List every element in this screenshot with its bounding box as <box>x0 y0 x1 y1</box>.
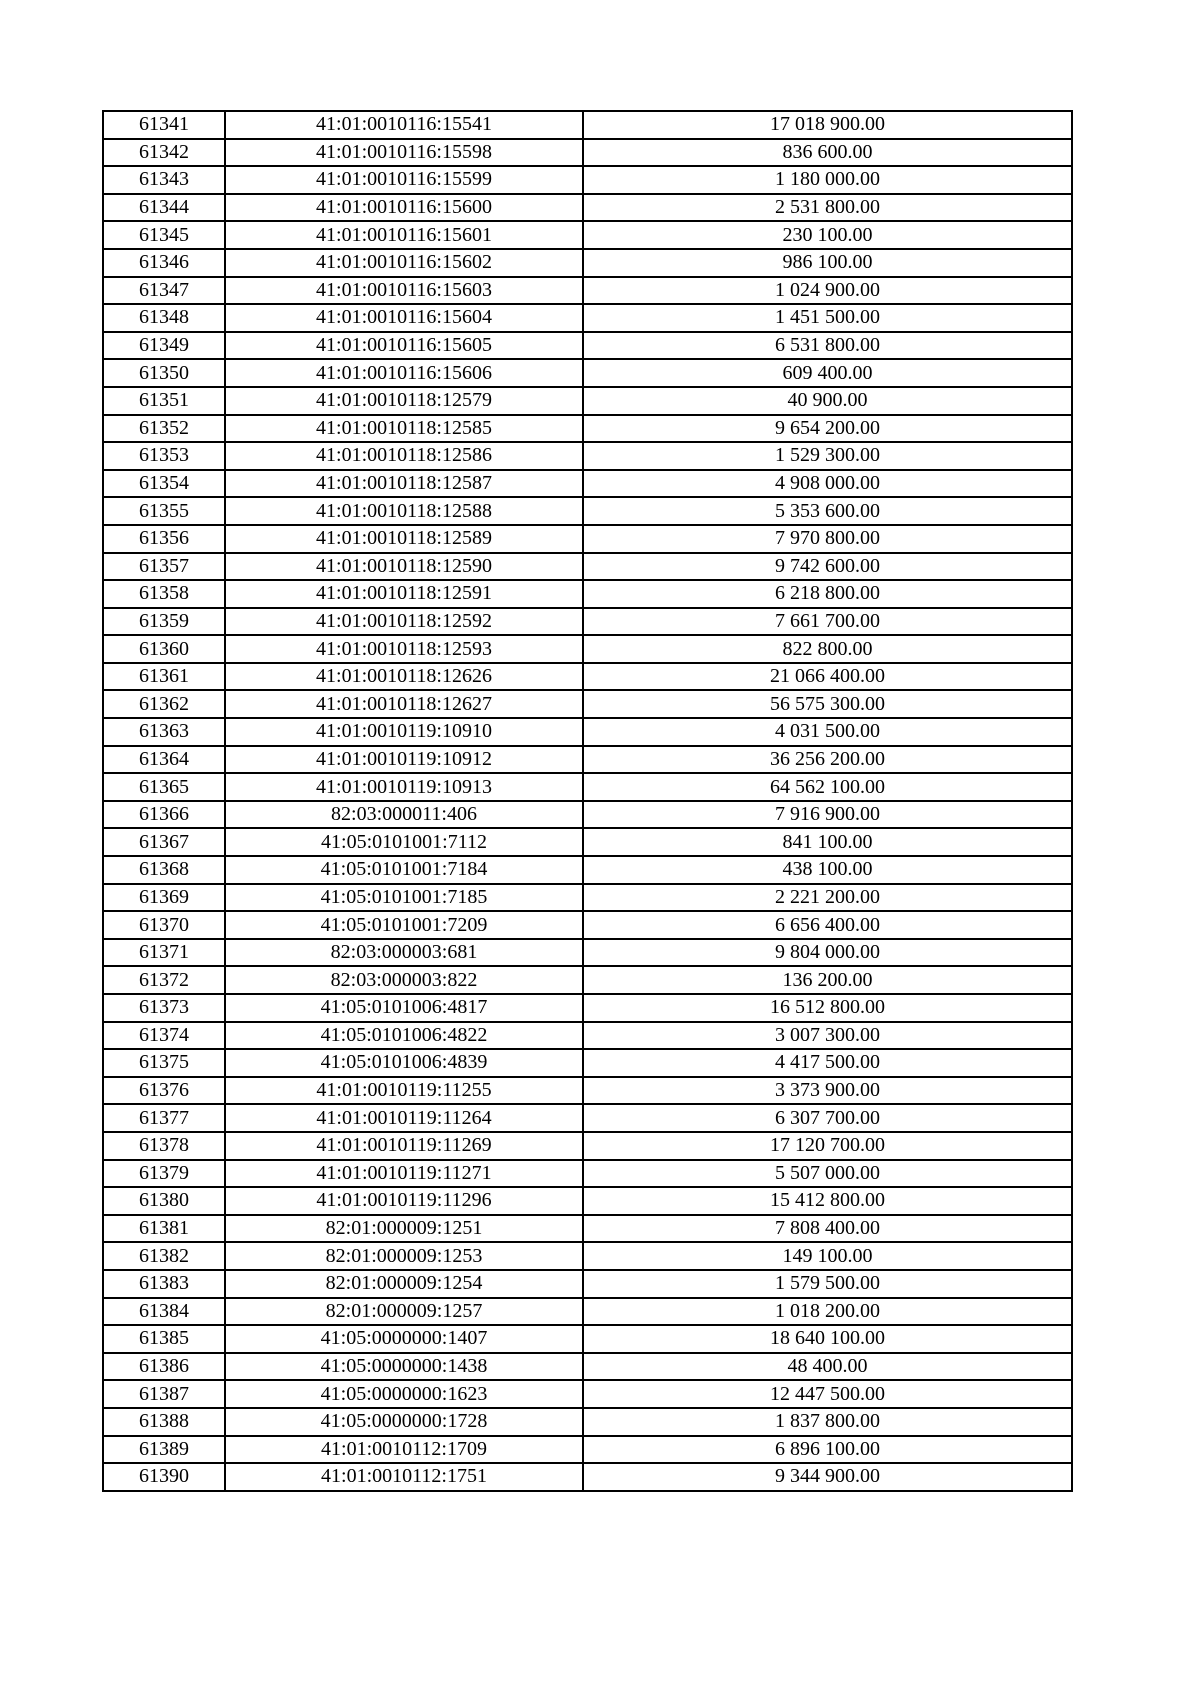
table-row <box>103 773 1072 801</box>
cadastral-number-cell: 41:01:0010119:11296 <box>225 1187 583 1215</box>
cadastral-number-cell: 41:01:0010116:15605 <box>225 332 583 360</box>
cadastral-number-cell: 41:01:0010118:12626 <box>225 663 583 691</box>
table-row <box>103 994 1072 1022</box>
table-row <box>103 470 1072 498</box>
cadastral-value-cell: 6 531 800.00 <box>583 332 1072 360</box>
cadastral-number-cell: 41:01:0010119:10913 <box>225 773 583 801</box>
cadastral-value-cell: 4 031 500.00 <box>583 718 1072 746</box>
cadastral-number-cell: 41:01:0010112:1751 <box>225 1463 583 1491</box>
table-row <box>103 1270 1072 1298</box>
cadastral-value-cell: 7 661 700.00 <box>583 608 1072 636</box>
cadastral-number-cell: 41:05:0101006:4839 <box>225 1049 583 1077</box>
cadastral-value-cell: 3 007 300.00 <box>583 1022 1072 1050</box>
cadastral-value-cell: 4 908 000.00 <box>583 470 1072 498</box>
cadastral-value-cell: 149 100.00 <box>583 1242 1072 1270</box>
row-number-cell: 61385 <box>103 1325 225 1353</box>
row-number-cell: 61376 <box>103 1077 225 1105</box>
cadastral-value-cell: 1 024 900.00 <box>583 277 1072 305</box>
cadastral-number-cell: 41:01:0010118:12590 <box>225 553 583 581</box>
cadastral-number-cell: 82:01:000009:1257 <box>225 1298 583 1326</box>
cadastral-value-cell: 7 808 400.00 <box>583 1215 1072 1243</box>
row-number-cell: 61371 <box>103 939 225 967</box>
cadastral-value-cell: 36 256 200.00 <box>583 746 1072 774</box>
row-number-cell: 61378 <box>103 1132 225 1160</box>
cadastral-value-cell: 841 100.00 <box>583 828 1072 856</box>
table-row <box>103 442 1072 470</box>
table-row <box>103 277 1072 305</box>
table-row <box>103 387 1072 415</box>
table-row <box>103 580 1072 608</box>
cadastral-value-cell: 18 640 100.00 <box>583 1325 1072 1353</box>
cadastral-number-cell: 41:01:0010116:15603 <box>225 277 583 305</box>
table-row <box>103 801 1072 829</box>
cadastral-value-cell: 6 896 100.00 <box>583 1436 1072 1464</box>
cadastral-value-cell: 9 344 900.00 <box>583 1463 1072 1491</box>
table-row <box>103 911 1072 939</box>
cadastral-number-cell: 41:01:0010116:15541 <box>225 111 583 139</box>
row-number-cell: 61347 <box>103 277 225 305</box>
row-number-cell: 61350 <box>103 359 225 387</box>
cadastral-value-cell: 1 579 500.00 <box>583 1270 1072 1298</box>
cadastral-number-cell: 41:01:0010116:15600 <box>225 194 583 222</box>
table-row <box>103 166 1072 194</box>
cadastral-number-cell: 41:01:0010116:15601 <box>225 221 583 249</box>
row-number-cell: 61345 <box>103 221 225 249</box>
row-number-cell: 61364 <box>103 746 225 774</box>
cadastral-value-cell: 48 400.00 <box>583 1353 1072 1381</box>
row-number-cell: 61387 <box>103 1380 225 1408</box>
cadastral-value-cell: 17 018 900.00 <box>583 111 1072 139</box>
cadastral-number-cell: 82:01:000009:1251 <box>225 1215 583 1243</box>
row-number-cell: 61365 <box>103 773 225 801</box>
cadastral-number-cell: 41:05:0000000:1438 <box>225 1353 583 1381</box>
row-number-cell: 61341 <box>103 111 225 139</box>
cadastral-number-cell: 41:01:0010118:12593 <box>225 635 583 663</box>
table-row <box>103 690 1072 718</box>
cadastral-number-cell: 82:03:000003:822 <box>225 966 583 994</box>
table-row <box>103 1380 1072 1408</box>
row-number-cell: 61356 <box>103 525 225 553</box>
row-number-cell: 61370 <box>103 911 225 939</box>
table-row <box>103 884 1072 912</box>
row-number-cell: 61367 <box>103 828 225 856</box>
table-row <box>103 332 1072 360</box>
cadastral-value-cell: 2 221 200.00 <box>583 884 1072 912</box>
row-number-cell: 61348 <box>103 304 225 332</box>
table-row <box>103 1298 1072 1326</box>
cadastral-value-cell: 609 400.00 <box>583 359 1072 387</box>
cadastral-value-cell: 836 600.00 <box>583 139 1072 167</box>
row-number-cell: 61354 <box>103 470 225 498</box>
cadastral-value-cell: 986 100.00 <box>583 249 1072 277</box>
row-number-cell: 61346 <box>103 249 225 277</box>
cadastral-value-cell: 16 512 800.00 <box>583 994 1072 1022</box>
cadastral-value-cell: 1 018 200.00 <box>583 1298 1072 1326</box>
table-row <box>103 553 1072 581</box>
cadastral-value-cell: 1 451 500.00 <box>583 304 1072 332</box>
table-row <box>103 1049 1072 1077</box>
row-number-cell: 61353 <box>103 442 225 470</box>
table-body <box>103 111 1072 1491</box>
row-number-cell: 61342 <box>103 139 225 167</box>
cadastral-value-cell: 9 804 000.00 <box>583 939 1072 967</box>
row-number-cell: 61343 <box>103 166 225 194</box>
cadastral-number-cell: 41:05:0000000:1728 <box>225 1408 583 1436</box>
table-row <box>103 415 1072 443</box>
table-row <box>103 966 1072 994</box>
cadastral-number-cell: 82:01:000009:1254 <box>225 1270 583 1298</box>
table-row <box>103 525 1072 553</box>
cadastral-value-cell: 64 562 100.00 <box>583 773 1072 801</box>
cadastral-value-cell: 1 180 000.00 <box>583 166 1072 194</box>
table-row <box>103 1353 1072 1381</box>
cadastral-number-cell: 41:01:0010118:12587 <box>225 470 583 498</box>
table-row <box>103 221 1072 249</box>
cadastral-value-cell: 3 373 900.00 <box>583 1077 1072 1105</box>
row-number-cell: 61362 <box>103 690 225 718</box>
row-number-cell: 61352 <box>103 415 225 443</box>
cadastral-number-cell: 41:01:0010112:1709 <box>225 1436 583 1464</box>
cadastral-value-cell: 136 200.00 <box>583 966 1072 994</box>
cadastral-number-cell: 41:01:0010119:11255 <box>225 1077 583 1105</box>
row-number-cell: 61388 <box>103 1408 225 1436</box>
table-row <box>103 1104 1072 1132</box>
cadastral-number-cell: 41:01:0010116:15604 <box>225 304 583 332</box>
row-number-cell: 61361 <box>103 663 225 691</box>
cadastral-number-cell: 41:05:0101001:7185 <box>225 884 583 912</box>
cadastral-value-cell: 230 100.00 <box>583 221 1072 249</box>
table-row <box>103 1132 1072 1160</box>
table-row <box>103 139 1072 167</box>
table-row <box>103 718 1072 746</box>
table-row <box>103 746 1072 774</box>
cadastral-value-table <box>102 110 1073 1492</box>
row-number-cell: 61344 <box>103 194 225 222</box>
row-number-cell: 61357 <box>103 553 225 581</box>
cadastral-number-cell: 41:01:0010118:12579 <box>225 387 583 415</box>
row-number-cell: 61380 <box>103 1187 225 1215</box>
row-number-cell: 61369 <box>103 884 225 912</box>
row-number-cell: 61384 <box>103 1298 225 1326</box>
row-number-cell: 61389 <box>103 1436 225 1464</box>
cadastral-number-cell: 41:05:0101001:7209 <box>225 911 583 939</box>
cadastral-value-cell: 9 654 200.00 <box>583 415 1072 443</box>
row-number-cell: 61374 <box>103 1022 225 1050</box>
row-number-cell: 61372 <box>103 966 225 994</box>
cadastral-number-cell: 41:01:0010119:10910 <box>225 718 583 746</box>
cadastral-value-cell: 21 066 400.00 <box>583 663 1072 691</box>
row-number-cell: 61379 <box>103 1160 225 1188</box>
table-row <box>103 111 1072 139</box>
table-row <box>103 249 1072 277</box>
cadastral-number-cell: 41:01:0010119:11264 <box>225 1104 583 1132</box>
cadastral-number-cell: 41:01:0010116:15606 <box>225 359 583 387</box>
cadastral-number-cell: 41:01:0010118:12591 <box>225 580 583 608</box>
row-number-cell: 61381 <box>103 1215 225 1243</box>
table-row <box>103 1242 1072 1270</box>
table-row <box>103 608 1072 636</box>
cadastral-value-cell: 6 656 400.00 <box>583 911 1072 939</box>
cadastral-value-cell: 438 100.00 <box>583 856 1072 884</box>
cadastral-value-cell: 12 447 500.00 <box>583 1380 1072 1408</box>
table-row <box>103 1187 1072 1215</box>
table-row <box>103 304 1072 332</box>
cadastral-number-cell: 41:05:0000000:1407 <box>225 1325 583 1353</box>
cadastral-value-cell: 6 307 700.00 <box>583 1104 1072 1132</box>
table-row <box>103 359 1072 387</box>
table-row <box>103 1022 1072 1050</box>
cadastral-number-cell: 41:05:0101006:4822 <box>225 1022 583 1050</box>
cadastral-number-cell: 41:01:0010119:11269 <box>225 1132 583 1160</box>
cadastral-value-cell: 1 529 300.00 <box>583 442 1072 470</box>
cadastral-number-cell: 41:01:0010118:12592 <box>225 608 583 636</box>
row-number-cell: 61359 <box>103 608 225 636</box>
cadastral-number-cell: 41:01:0010116:15598 <box>225 139 583 167</box>
cadastral-value-cell: 9 742 600.00 <box>583 553 1072 581</box>
table-row <box>103 635 1072 663</box>
row-number-cell: 61390 <box>103 1463 225 1491</box>
cadastral-value-cell: 1 837 800.00 <box>583 1408 1072 1436</box>
cadastral-number-cell: 41:01:0010118:12588 <box>225 497 583 525</box>
row-number-cell: 61358 <box>103 580 225 608</box>
cadastral-value-cell: 5 353 600.00 <box>583 497 1072 525</box>
row-number-cell: 61355 <box>103 497 225 525</box>
cadastral-value-cell: 5 507 000.00 <box>583 1160 1072 1188</box>
cadastral-number-cell: 41:01:0010119:10912 <box>225 746 583 774</box>
row-number-cell: 61373 <box>103 994 225 1022</box>
cadastral-value-cell: 822 800.00 <box>583 635 1072 663</box>
cadastral-value-cell: 56 575 300.00 <box>583 690 1072 718</box>
cadastral-number-cell: 41:01:0010116:15599 <box>225 166 583 194</box>
cadastral-value-cell: 40 900.00 <box>583 387 1072 415</box>
table-row <box>103 1325 1072 1353</box>
table-row <box>103 1215 1072 1243</box>
table-row <box>103 1463 1072 1491</box>
row-number-cell: 61349 <box>103 332 225 360</box>
table-row <box>103 1077 1072 1105</box>
row-number-cell: 61382 <box>103 1242 225 1270</box>
cadastral-value-cell: 7 970 800.00 <box>583 525 1072 553</box>
cadastral-number-cell: 41:01:0010118:12585 <box>225 415 583 443</box>
cadastral-number-cell: 82:03:000011:406 <box>225 801 583 829</box>
cadastral-number-cell: 41:01:0010118:12589 <box>225 525 583 553</box>
cadastral-value-cell: 4 417 500.00 <box>583 1049 1072 1077</box>
table-row <box>103 1436 1072 1464</box>
row-number-cell: 61360 <box>103 635 225 663</box>
cadastral-number-cell: 41:05:0101001:7112 <box>225 828 583 856</box>
row-number-cell: 61363 <box>103 718 225 746</box>
row-number-cell: 61368 <box>103 856 225 884</box>
row-number-cell: 61351 <box>103 387 225 415</box>
table-row <box>103 194 1072 222</box>
cadastral-number-cell: 41:05:0101006:4817 <box>225 994 583 1022</box>
table-row <box>103 856 1072 884</box>
row-number-cell: 61377 <box>103 1104 225 1132</box>
cadastral-value-cell: 17 120 700.00 <box>583 1132 1072 1160</box>
table-row <box>103 1160 1072 1188</box>
table-row <box>103 828 1072 856</box>
row-number-cell: 61383 <box>103 1270 225 1298</box>
table-row <box>103 939 1072 967</box>
cadastral-number-cell: 82:01:000009:1253 <box>225 1242 583 1270</box>
cadastral-number-cell: 41:01:0010119:11271 <box>225 1160 583 1188</box>
cadastral-number-cell: 41:01:0010116:15602 <box>225 249 583 277</box>
row-number-cell: 61375 <box>103 1049 225 1077</box>
cadastral-number-cell: 41:01:0010118:12627 <box>225 690 583 718</box>
cadastral-value-cell: 15 412 800.00 <box>583 1187 1072 1215</box>
table-row <box>103 1408 1072 1436</box>
cadastral-value-cell: 6 218 800.00 <box>583 580 1072 608</box>
row-number-cell: 61366 <box>103 801 225 829</box>
cadastral-number-cell: 41:05:0000000:1623 <box>225 1380 583 1408</box>
cadastral-value-cell: 7 916 900.00 <box>583 801 1072 829</box>
row-number-cell: 61386 <box>103 1353 225 1381</box>
cadastral-number-cell: 41:01:0010118:12586 <box>225 442 583 470</box>
cadastral-value-cell: 2 531 800.00 <box>583 194 1072 222</box>
table-row <box>103 497 1072 525</box>
table-row <box>103 663 1072 691</box>
cadastral-number-cell: 41:05:0101001:7184 <box>225 856 583 884</box>
cadastral-number-cell: 82:03:000003:681 <box>225 939 583 967</box>
